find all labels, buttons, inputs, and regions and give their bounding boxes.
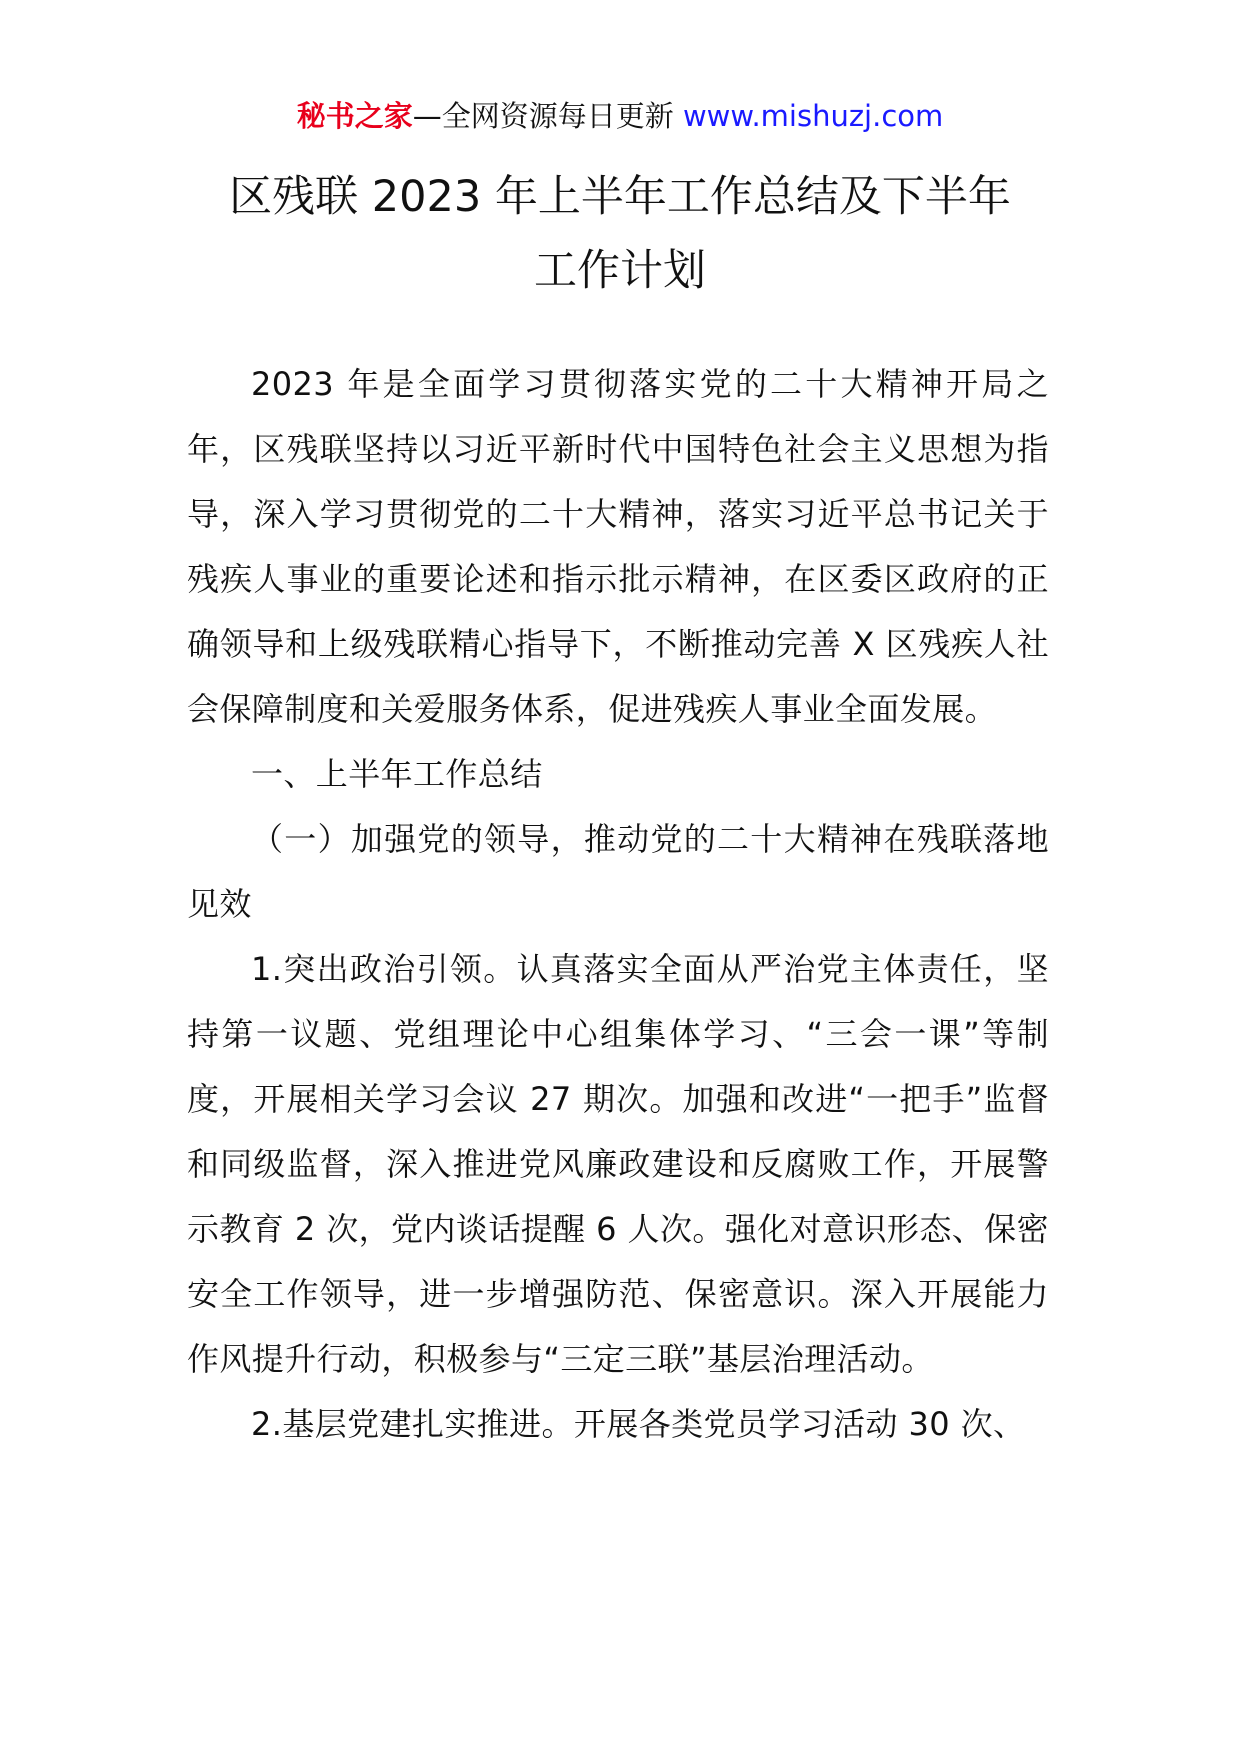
subsection-heading-party-leadership: （一）加强党的领导，推动党的二十大精神在残联落地见效 (187, 820, 1049, 923)
site-header-banner (0, 96, 1240, 136)
site-brand: 秘书之家 (296, 99, 413, 133)
site-url-link[interactable]: www.mishuzj.com (682, 99, 944, 133)
section-heading-first-half-summary: 一、上半年工作总结 (251, 755, 543, 793)
site-tagline: —全网资源每日更新 (412, 99, 674, 133)
document-body (187, 352, 1049, 1457)
document-title-line-2: 工作计划 (534, 246, 706, 296)
item-paragraph-political-guidance: 1.突出政治引领。认真落实全面从严治党主体责任，坚持第一议题、党组理论中心组集体学习、“三会一课”等制度，开展相关学习会议 27 期次。加强和改进“一把手”监督和同级监督，深入推进党风廉政建设和反腐败工作，开展警示教育 2 次，党内谈话提醒 6 人次。强化对意识形态、保密安全工作领导，进一步增强防范、保密意识。深入开展能力作风提升行动，积极参与“三定三联”基层治理活动。 (187, 950, 1049, 1378)
intro-paragraph: 2023 年是全面学习贯彻落实党的二十大精神开局之年，区残联坚持以习近平新时代中国特色社会主义思想为指导，深入学习贯彻党的二十大精神，落实习近平总书记关于残疾人事业的重要论述和指示批示精神，在区委区政府的正确领导和上级残联精心指导下，不断推动完善 X 区残疾人社会保障制度和关爱服务体系，促进残疾人事业全面发展。 (187, 365, 1049, 728)
item-paragraph-grassroots-party-building: 2.基层党建扎实推进。开展各类党员学习活动 30 次、 (251, 1405, 1026, 1443)
document-title-line-1: 区残联 2023 年上半年工作总结及下半年 (229, 172, 1011, 222)
document-title (0, 160, 1240, 308)
